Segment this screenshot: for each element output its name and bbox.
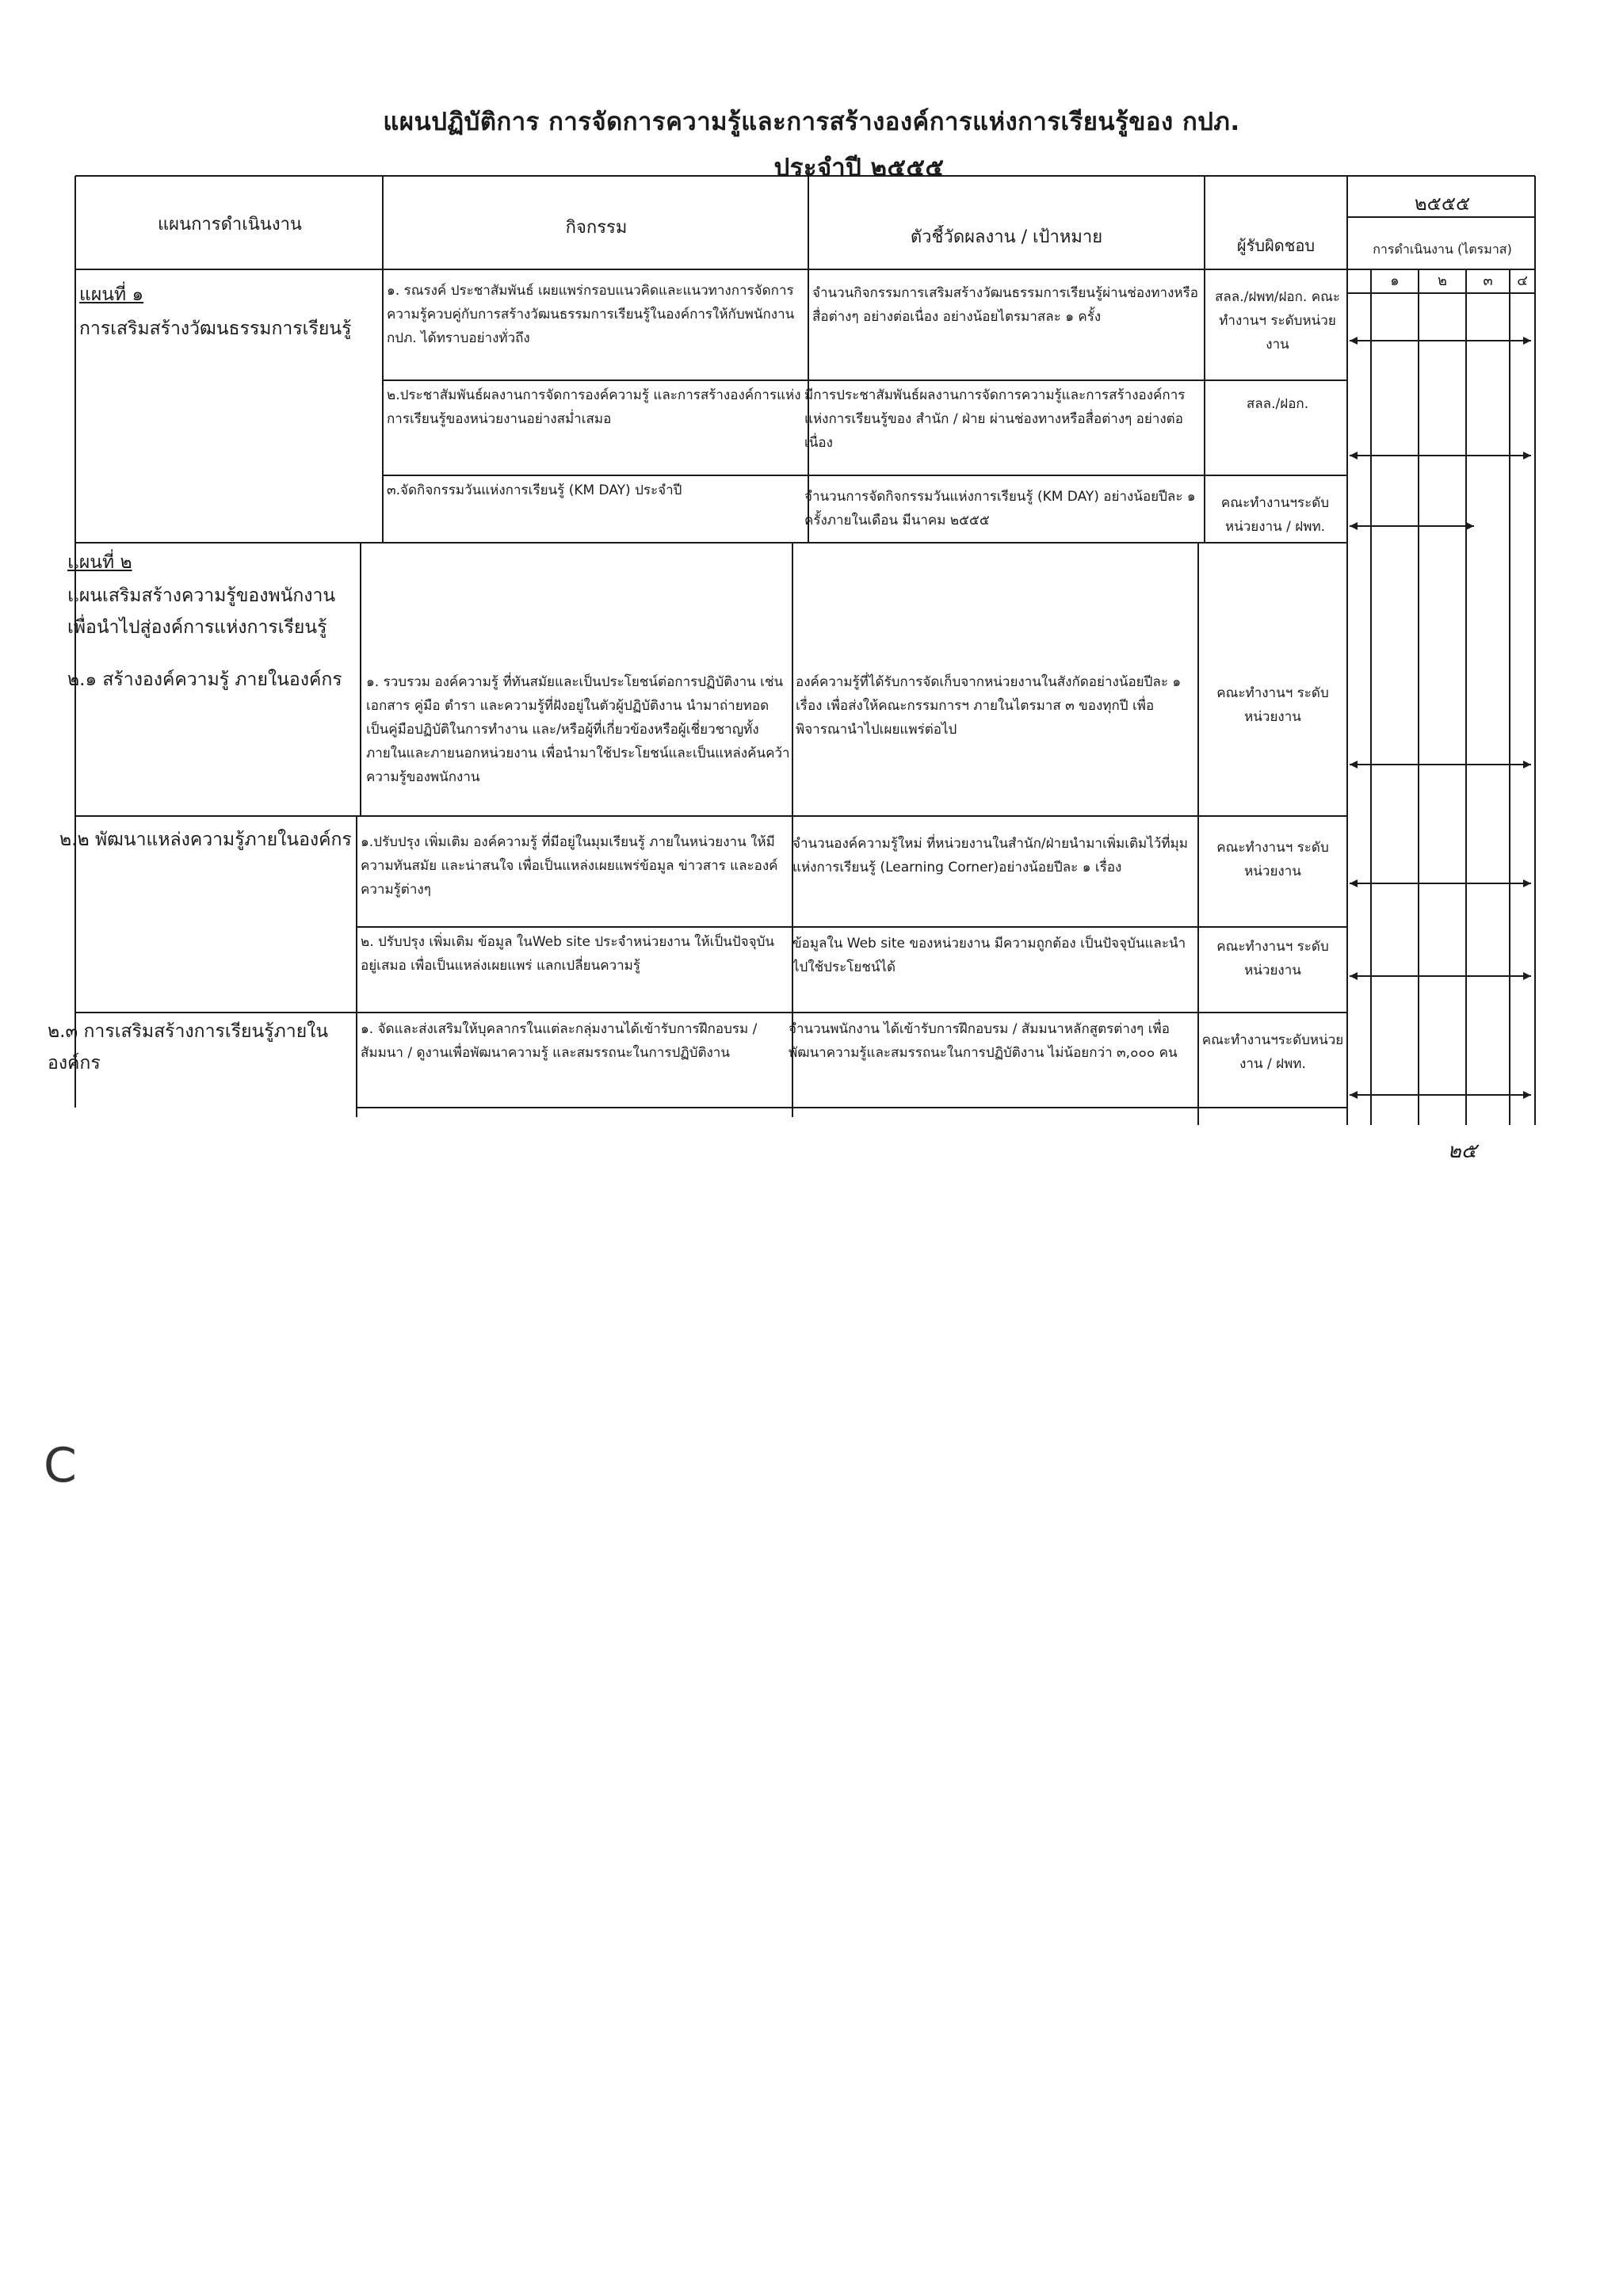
- timeline-arrow-2-2-1: [1350, 879, 1531, 887]
- plan2-sub1-title: ๒.๑ สร้างองค์ความรู้ ภายในองค์กร: [67, 669, 342, 690]
- plan2-sub1-responsible: คณะทำงานฯ ระดับหน่วยงาน: [1216, 685, 1329, 725]
- plan2-sub2-row1-responsible: คณะทำงานฯ ระดับหน่วยงาน: [1216, 840, 1329, 879]
- timeline-arrow-1-2: [1350, 452, 1531, 460]
- scan-mark: C: [44, 1438, 77, 1493]
- quarter-4: ๔: [1517, 273, 1528, 289]
- header-activity: กิจกรรม: [565, 218, 628, 238]
- header-plan: แผนการดำเนินงาน: [158, 215, 302, 235]
- plan2-sub3-indicator: จำนวนพนักงาน ได้เข้ารับการฝึกอบรม / สัมมนาหลักสูตรต่างๆ เพื่อพัฒนาความรู้และสมรรถนะในการปฏิบัติงาน ไม่น้อยกว่า ๓,๐๐๐ คน: [789, 1021, 1178, 1061]
- plan2-sub1-activity: ๑. รวบรวม องค์ความรู้ ที่ทันสมัยและเป็นประโยชน์ต่อการปฏิบัติงาน เช่น เอกสาร คู่มือ ตำรา และความรู้ที่ฝังอยู่ในตัวผู้ปฏิบัติงาน นำมาถ่ายทอดเป็นคู่มือปฏิบัติในการทำงาน และ/หรือผู้ที่เกี่ยวข้องหรือผู้เชี่ยวชาญทั้งภายในและภายนอกหน่วยงาน เพื่อนำมาใช้ประโยชน์และเป็นแหล่งค้นคว้าความรู้ของพนักงาน: [366, 674, 790, 785]
- document-title: แผนปฏิบัติการ การจัดการความรู้และการสร้างองค์การแห่งการเรียนรู้ของ กปภ.: [383, 108, 1240, 136]
- timeline-arrow-1-3: [1350, 522, 1474, 530]
- header-timeline: การดำเนินงาน (ไตรมาส): [1373, 242, 1512, 257]
- plan2-sub2-row2-indicator: ข้อมูลใน Web site ของหน่วยงาน มีความถูกต้อง เป็นปัจจุบันและนำไปใช้ประโยชน์ได้: [792, 936, 1186, 975]
- plan2-sub1-indicator: องค์ความรู้ที่ได้รับการจัดเก็บจากหน่วยงานในสังกัดอย่างน้อยปีละ ๑ เรื่อง เพื่อส่งให้คณะกรรมการฯ ภายในไตรมาส ๓ ของทุกปี เพื่อพิจารณานำไปเผยแพร่ต่อไป: [796, 674, 1182, 738]
- timeline-arrow-2-2-2: [1350, 972, 1531, 980]
- header-indicator: ตัวชี้วัดผลงาน / เป้าหมาย: [910, 227, 1103, 247]
- timeline-arrow-1-1: [1350, 337, 1531, 345]
- quarter-1: ๑: [1390, 273, 1400, 289]
- timeline-arrow-2-1: [1350, 761, 1531, 769]
- plan2-sub2-title: ๒.๒ พัฒนาแหล่งความรู้ภายในองค์กร: [59, 830, 352, 850]
- plan1-title: การเสริมสร้างวัฒนธรรมการเรียนรู้: [79, 318, 352, 339]
- plan2-title: แผนเสริมสร้างความรู้ของพนักงานเพื่อนำไปสู่องค์การแห่งการเรียนรู้: [67, 585, 336, 638]
- plan2-label: แผนที่ ๒: [67, 552, 132, 573]
- plan1-label: แผนที่ ๑: [79, 284, 144, 305]
- quarter-2: ๒: [1438, 273, 1447, 289]
- plan2-sub2-row1-indicator: จำนวนองค์ความรู้ใหม่ ที่หน่วยงานในสำนัก/ฝ่ายนำมาเพิ่มเติมไว้ที่มุมแห่งการเรียนรู้ (Learning Corner)อย่างน้อยปีละ ๑ เรื่อง: [792, 836, 1188, 875]
- plan1-row1-indicator: จำนวนกิจกรรมการเสริมสร้างวัฒนธรรมการเรียนรู้ผ่านช่องทางหรือสื่อต่างๆ อย่างต่อเนื่อง อย่างน้อยไตรมาสละ ๑ ครั้ง: [812, 285, 1198, 325]
- plan1-row3-activity: ๓.จัดกิจกรรมวันแห่งการเรียนรู้ (KM DAY) ประจำปี: [387, 482, 682, 498]
- header-year: ๒๕๕๕: [1414, 193, 1471, 215]
- plan1-row3-indicator: จำนวนการจัดกิจกรรมวันแห่งการเรียนรู้ (KM DAY) อย่างน้อยปีละ ๑ ครั้งภายในเดือน มีนาคม ๒๕๕๕: [804, 489, 1196, 528]
- timeline-arrow-2-3: [1350, 1091, 1531, 1099]
- page-number: ๒๕: [1447, 1139, 1477, 1163]
- document-subtitle: ประจำปี ๒๕๕๕: [773, 154, 945, 182]
- header-responsible: ผู้รับผิดชอบ: [1236, 236, 1316, 255]
- plan2-sub2-row2-responsible: คณะทำงานฯ ระดับหน่วยงาน: [1216, 939, 1329, 978]
- plan1-row2-responsible: สลล./ฝอก.: [1246, 396, 1309, 412]
- plan2-sub3-activity: ๑. จัดและส่งเสริมให้บุคลากรในแต่ละกลุ่มงานได้เข้ารับการฝึกอบรม / สัมมนา / ดูงานเพื่อพัฒนาความรู้ และสมรรถนะในการปฏิบัติงาน: [361, 1021, 758, 1061]
- plan1-row2-activity: ๒.ประชาสัมพันธ์ผลงานการจัดการองค์ความรู้ และการสร้างองค์การแห่งการเรียนรู้ของหน่วยงานอย่างสม่ำเสมอ: [387, 387, 801, 427]
- plan2-sub2-row1-activity: ๑.ปรับปรุง เพิ่มเติม องค์ความรู้ ที่มีอยู่ในมุมเรียนรู้ ภายในหน่วยงาน ให้มีความทันสมัย และน่าสนใจ เพื่อเป็นแหล่งเผยแพร่ข้อมูล ข่าวสาร และองค์ความรู้ต่างๆ: [361, 834, 778, 898]
- plan1-row2-indicator: มีการประชาสัมพันธ์ผลงานการจัดการความรู้และการสร้างองค์การแห่งการเรียนรู้ของ สำนัก / ฝ่าย ผ่านช่องทางหรือสื่อต่างๆ อย่างต่อเนื่อง: [804, 387, 1186, 451]
- plan2-sub2-row2-activity: ๒. ปรับปรุง เพิ่มเติม ข้อมูล ในWeb site ประจำหน่วยงาน ให้เป็นปัจจุบันอยู่เสมอ เพื่อเป็นแหล่งเผยแพร่ แลกเปลี่ยนความรู้: [361, 934, 775, 974]
- plan1-row1-responsible: สลล./ฝพท/ฝอก. คณะทำงานฯ ระดับหน่วยงาน: [1215, 289, 1340, 353]
- plan2-sub3-responsible: คณะทำงานฯระดับหน่วยงาน / ฝพท.: [1201, 1032, 1344, 1072]
- quarter-3: ๓: [1483, 273, 1493, 289]
- plan1-row1-activity: ๑. รณรงค์ ประชาสัมพันธ์ เผยแพร่กรอบแนวคิดและแนวทางการจัดการความรู้ควบคู่กับการสร้างวัฒนธรรมการเรียนรู้ในองค์การให้กับพนักงาน กปภ. ได้ทราบอย่างทั่วถึง: [387, 283, 795, 346]
- plan2-sub3-title: ๒.๓ การเสริมสร้างการเรียนรู้ภายในองค์กร: [48, 1021, 329, 1074]
- plan1-row3-responsible: คณะทำงานฯระดับหน่วยงาน / ฝพท.: [1220, 495, 1330, 535]
